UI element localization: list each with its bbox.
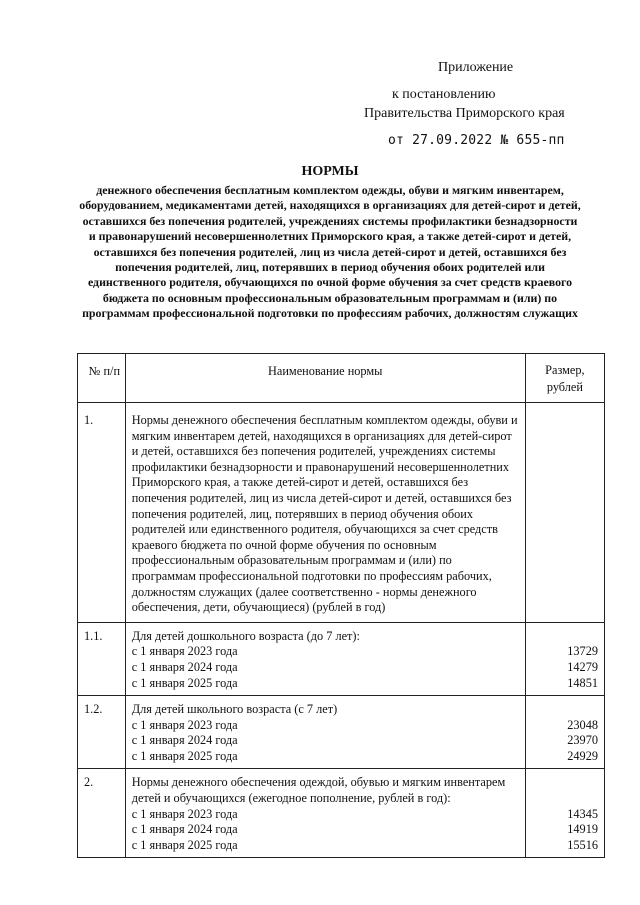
date-label: с 1 января 2024 года xyxy=(131,822,238,837)
amount-value: 24929 xyxy=(567,748,598,763)
date-label: с 1 января 2023 года xyxy=(131,644,238,659)
row-size xyxy=(525,622,604,695)
appendix-authority: Правительства Приморского края xyxy=(364,106,565,121)
row-num: 2. xyxy=(78,769,126,858)
row-title: Для детей дошкольного возраста (до 7 лет): xyxy=(131,628,360,643)
amount-value: 14345 xyxy=(567,806,598,821)
header-size-line2: рублей xyxy=(546,380,583,394)
amount-value: 14279 xyxy=(567,659,598,674)
amount-value: 23970 xyxy=(567,733,598,748)
table-row xyxy=(78,769,605,858)
norms-table xyxy=(77,353,605,858)
row-title: Нормы денежного обеспечения одеждой, обувью и мягким инвентарем детей и обучающихся (ежегодное пополнение, рублей в год): xyxy=(131,775,506,806)
header-name: Наименование нормы xyxy=(125,354,525,403)
row-title: Для детей школьного возраста (с 7 лет) xyxy=(131,702,338,717)
date-label: с 1 января 2023 года xyxy=(131,717,238,732)
amount-value: 23048 xyxy=(567,717,598,732)
row-size xyxy=(525,769,604,858)
row-name xyxy=(125,696,525,769)
amount-value: 14851 xyxy=(567,675,598,690)
table-header-row xyxy=(78,354,605,403)
date-label: с 1 января 2024 года xyxy=(131,733,238,748)
header-num: № п/п xyxy=(78,354,126,403)
date-label: с 1 января 2023 года xyxy=(131,806,238,821)
table-row xyxy=(78,696,605,769)
document-subtitle: денежного обеспечения бесплатным комплектом одежды, обуви и мягким инвентарем, оборудованием, медикаментами детей, находящихся в организациях для детей-сирот и детей, оставшихся без попечения родителей, учреждениях системы профилактики безнадзорности и правонарушений несовершеннолетних Приморского края, а также детей-сирот и детей, оставшихся без попечения родителей, лиц из числа детей-сирот и детей, оставшихся без попечения родителей, лиц, потерявших в период обучения обоих родителей или единственного родителя, обучающихся по очной форме обучения за счет средств краевого бюджета по основным профессиональным образовательным программам и (или) по программам профессиональной подготовки по профессиям рабочих, должностям служащих xyxy=(79,183,581,321)
appendix-label: Приложение xyxy=(438,60,514,75)
row-name: Нормы денежного обеспечения бесплатным комплектом одежды, обуви и мягким инвентарем детей, находящихся в организациях для детей-сирот и детей, оставшихся без попечения родителей, учреждениях системы профилактики безнадзорности и правонарушений несовершеннолетних Приморского края, а также детей-сирот и детей, оставшихся без попечения родителей, лиц из числа детей-сирот и детей, оставшихся без попечения родителей, лиц, потерявших в период обучения обоих родителей или единственного родителя, обучающихся за счет средств краевого бюджета по очной форме обучения по основным профессиональным образовательным программам и (или) по программам профессиональной подготовки по профессиям рабочих, должностям служащих (далее соответственно - нормы денежного обеспечения, дети, обучающиеся) (рублей в год) xyxy=(125,403,525,623)
date-label: с 1 января 2024 года xyxy=(131,659,238,674)
row-num: 1. xyxy=(78,403,126,623)
header-size xyxy=(525,354,604,403)
row-name xyxy=(125,769,525,858)
amount-value: 14919 xyxy=(567,822,598,837)
table-row xyxy=(78,622,605,695)
amount-value: 15516 xyxy=(567,837,598,852)
row-num: 1.1. xyxy=(78,622,126,695)
date-label: с 1 января 2025 года xyxy=(131,837,238,852)
table-row xyxy=(78,403,605,623)
amount-value: 13729 xyxy=(567,644,598,659)
date-label: с 1 января 2025 года xyxy=(131,748,238,763)
header-size-line1: Размер, xyxy=(545,363,585,377)
document-title: НОРМЫ xyxy=(301,164,359,179)
appendix-block xyxy=(340,58,600,150)
date-label: с 1 января 2025 года xyxy=(131,675,238,690)
row-size xyxy=(525,696,604,769)
decree-number: от 27.09.2022 № 655-пп xyxy=(388,133,565,148)
row-num: 1.2. xyxy=(78,696,126,769)
appendix-ref: к постановлению xyxy=(392,87,496,102)
row-size xyxy=(525,403,604,623)
row-name xyxy=(125,622,525,695)
